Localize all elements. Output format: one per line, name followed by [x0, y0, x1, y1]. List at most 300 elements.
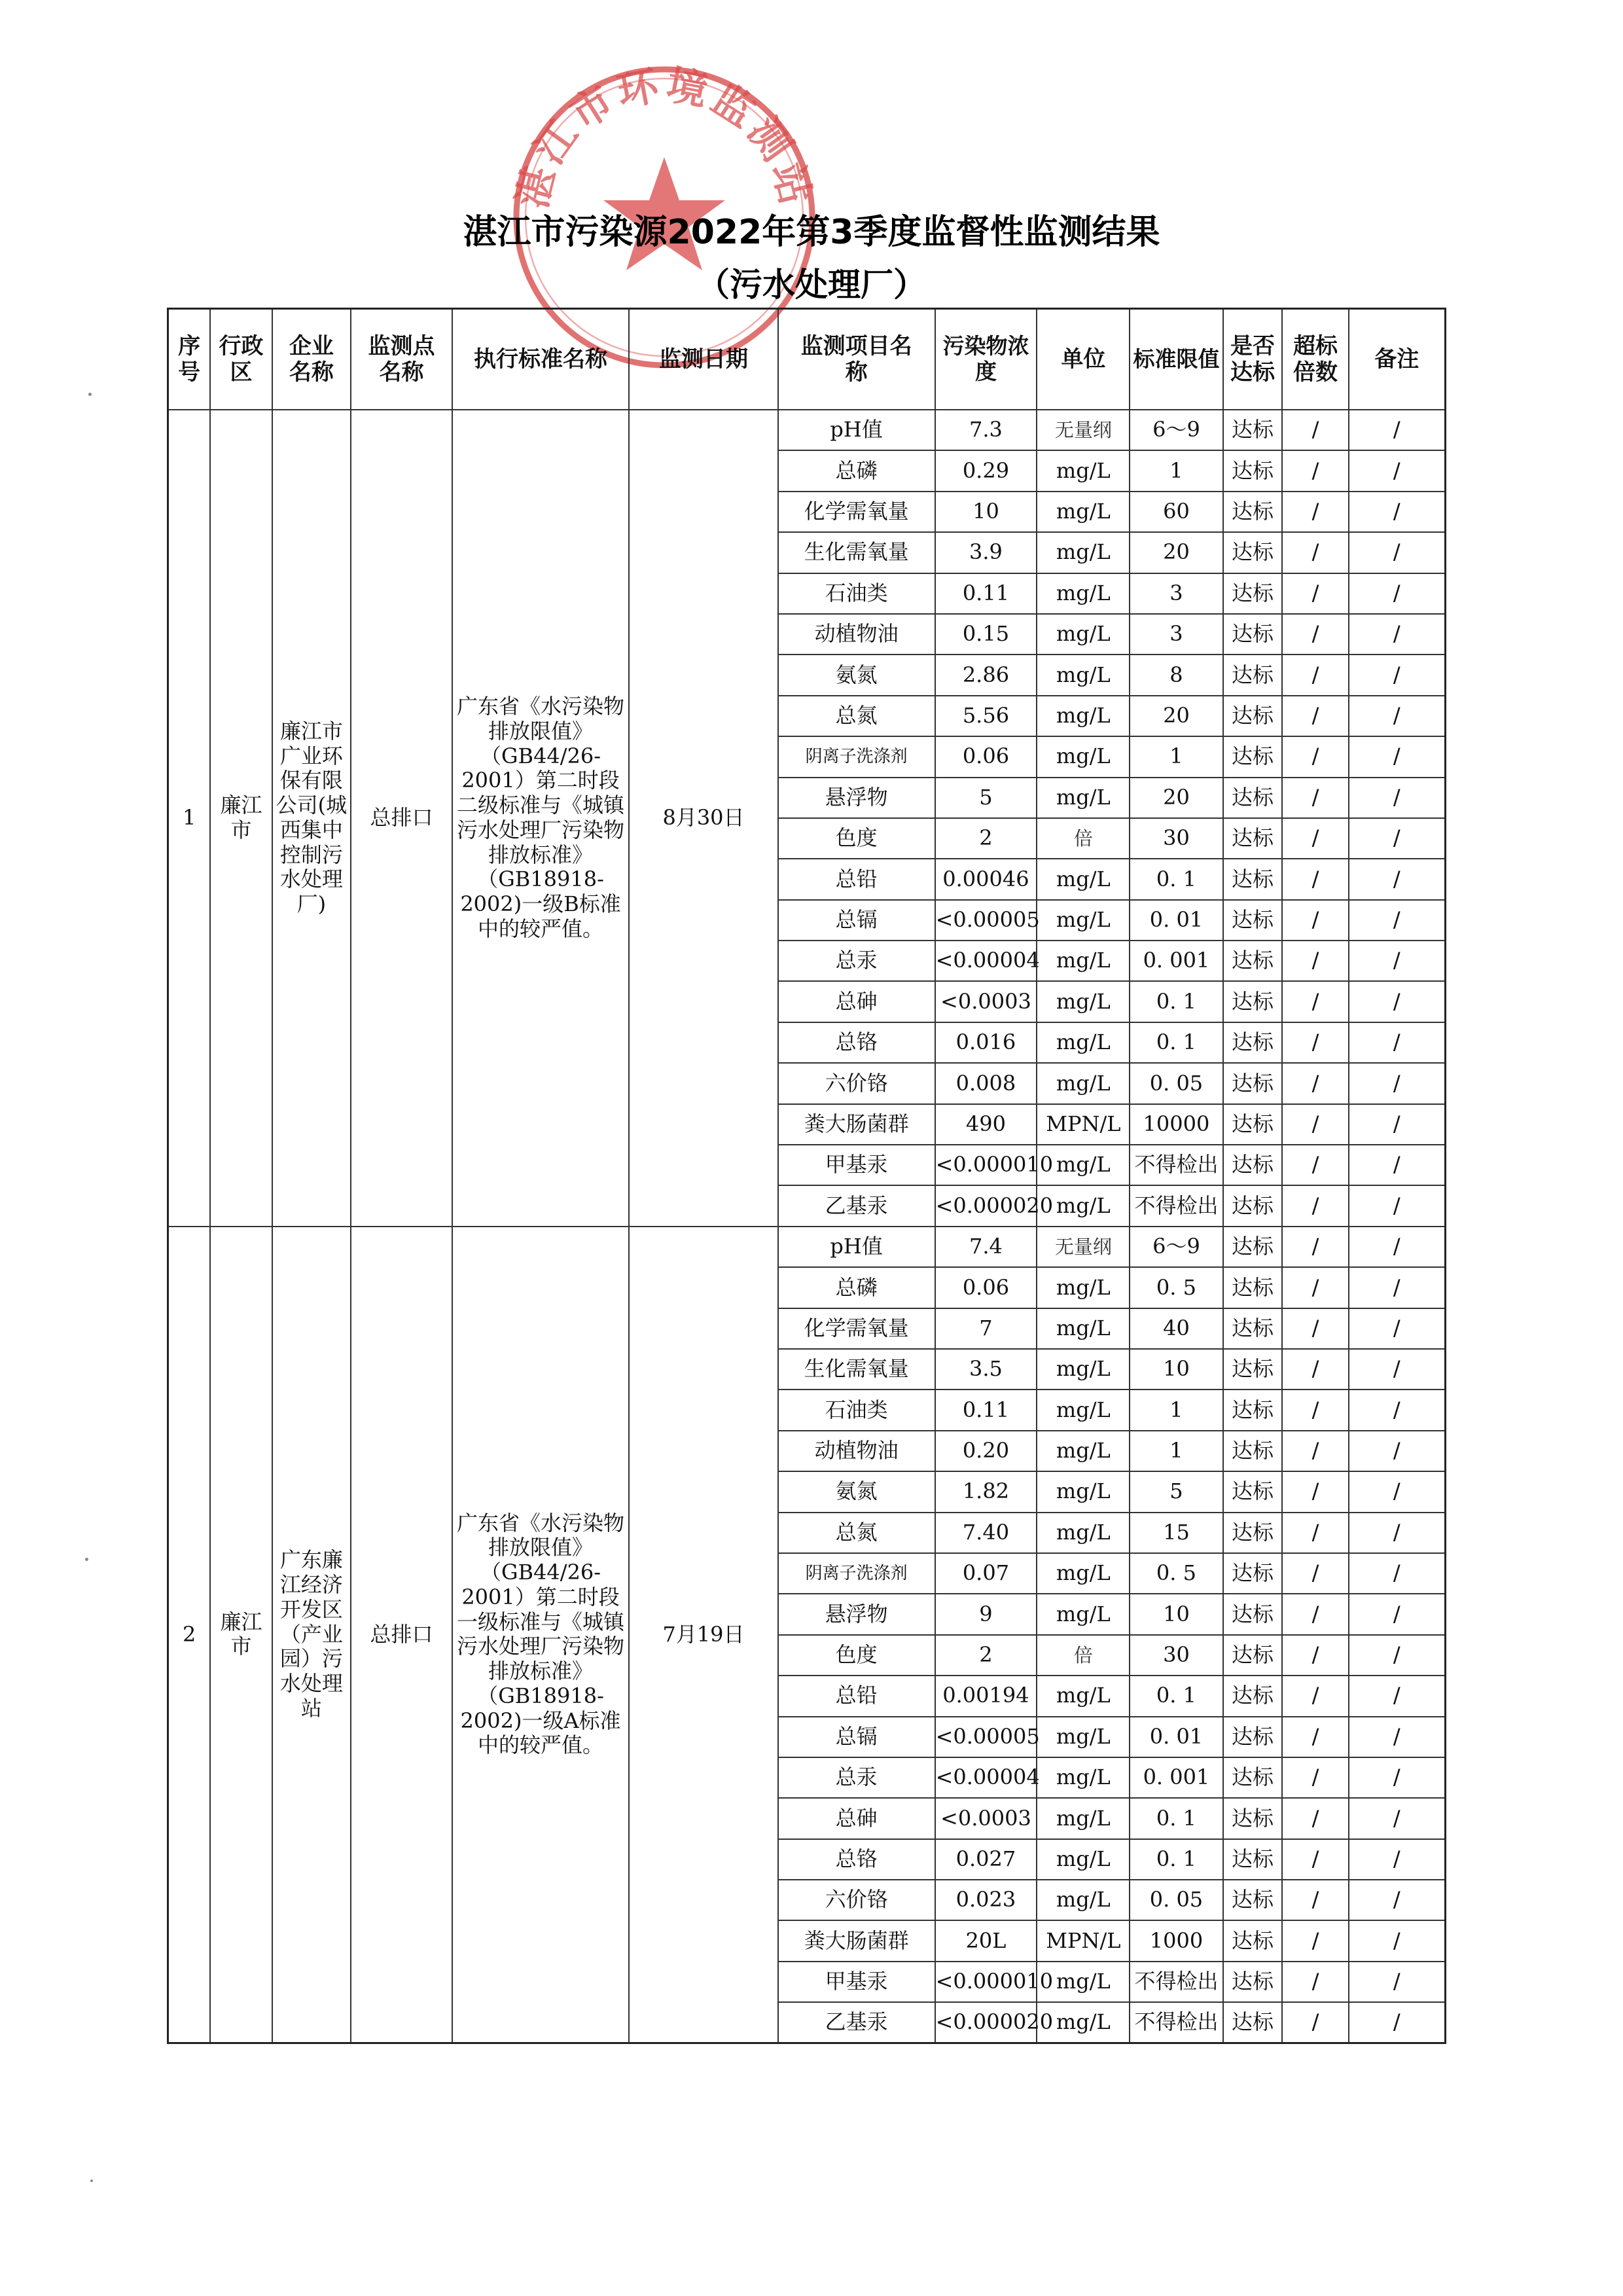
note-value: / [1349, 532, 1446, 573]
concentration-value: 0.20 [935, 1431, 1037, 1471]
standard-limit: 0. 1 [1130, 1798, 1222, 1839]
exceed-multiple: / [1282, 1185, 1348, 1226]
exceed-multiple: / [1282, 941, 1348, 981]
monitoring-point-cell: 总排口 [351, 1227, 452, 2043]
concentration-value: 2.86 [935, 655, 1037, 695]
header-company: 企业名称 [272, 309, 351, 410]
standard-limit: 不得检出 [1130, 1962, 1222, 2002]
unit-value: mg/L [1037, 736, 1130, 777]
compliance-status: 达标 [1223, 1308, 1283, 1349]
compliance-status: 达标 [1223, 1267, 1283, 1308]
header-unit: 单位 [1037, 309, 1130, 410]
unit-value: 倍 [1037, 818, 1130, 859]
standard-cell: 广东省《水污染物排放限值》（GB44/26-2001）第二时段一级标准与《城镇污水处理厂污染物排放标准》（GB18918-2002)一级A标准中的较严值。 [452, 1227, 630, 2043]
exceed-multiple: / [1282, 1471, 1348, 1512]
compliance-status: 达标 [1223, 981, 1283, 1022]
exceed-multiple: / [1282, 900, 1348, 941]
compliance-status: 达标 [1223, 1594, 1283, 1634]
note-value: / [1349, 2002, 1446, 2043]
unit-value: mg/L [1037, 941, 1130, 981]
scan-speck [90, 2179, 93, 2182]
monitoring-point-cell: 总排口 [351, 410, 452, 1227]
compliance-status: 达标 [1223, 1880, 1283, 1920]
concentration-value: 0.016 [935, 1022, 1037, 1063]
compliance-status: 达标 [1223, 1431, 1283, 1471]
concentration-value: <0.000020 [935, 1185, 1037, 1226]
note-value: / [1349, 696, 1446, 736]
note-value: / [1349, 1145, 1446, 1185]
standard-limit: 0. 001 [1130, 941, 1222, 981]
compliance-status: 达标 [1223, 614, 1283, 655]
note-value: / [1349, 1104, 1446, 1145]
concentration-value: <0.00005 [935, 900, 1037, 941]
concentration-value: 3.5 [935, 1349, 1037, 1390]
unit-value: mg/L [1037, 696, 1130, 736]
standard-limit: 3 [1130, 614, 1222, 655]
monitoring-item: 总铅 [778, 1676, 935, 1716]
monitoring-item: 动植物油 [778, 614, 935, 655]
exceed-multiple: / [1282, 1839, 1348, 1880]
concentration-value: 3.9 [935, 532, 1037, 573]
note-value: / [1349, 1839, 1446, 1880]
concentration-value: 0.29 [935, 450, 1037, 491]
monitoring-item: 氨氮 [778, 1471, 935, 1512]
compliance-status: 达标 [1223, 1471, 1283, 1512]
note-value: / [1349, 1431, 1446, 1471]
monitoring-item: 总镉 [778, 900, 935, 941]
unit-value: mg/L [1037, 1267, 1130, 1308]
standard-limit: 不得检出 [1130, 2002, 1222, 2043]
note-value: / [1349, 1676, 1446, 1716]
exceed-multiple: / [1282, 573, 1348, 614]
concentration-value: 0.06 [935, 1267, 1037, 1308]
monitoring-item: 总汞 [778, 1757, 935, 1798]
standard-limit: 15 [1130, 1513, 1222, 1553]
compliance-status: 达标 [1223, 1185, 1283, 1226]
concentration-value: <0.000010 [935, 1962, 1037, 2002]
monitoring-item: 总铅 [778, 859, 935, 899]
note-value: / [1349, 1880, 1446, 1920]
compliance-status: 达标 [1223, 1839, 1283, 1880]
unit-value: mg/L [1037, 900, 1130, 941]
exceed-multiple: / [1282, 1104, 1348, 1145]
concentration-value: <0.000010 [935, 1145, 1037, 1185]
seal-text: 湛江市环境监测站 [507, 60, 821, 213]
compliance-status: 达标 [1223, 1553, 1283, 1594]
monitoring-item: 总砷 [778, 1798, 935, 1839]
compliance-status: 达标 [1223, 532, 1283, 573]
exceed-multiple: / [1282, 696, 1348, 736]
unit-value: mg/L [1037, 1145, 1130, 1185]
unit-value: mg/L [1037, 1063, 1130, 1103]
exceed-multiple: / [1282, 532, 1348, 573]
standard-limit: 20 [1130, 696, 1222, 736]
unit-value: mg/L [1037, 1390, 1130, 1430]
concentration-value: <0.000020 [935, 2002, 1037, 2043]
compliance-status: 达标 [1223, 778, 1283, 818]
standard-limit: 0. 5 [1130, 1267, 1222, 1308]
monitoring-item: pH值 [778, 1227, 935, 1267]
concentration-value: 7.4 [935, 1227, 1037, 1267]
standard-limit: 0. 1 [1130, 981, 1222, 1022]
header-seq: 序号 [168, 309, 211, 410]
note-value: / [1349, 1553, 1446, 1594]
exceed-multiple: / [1282, 1063, 1348, 1103]
monitoring-item: 总铬 [778, 1022, 935, 1063]
monitoring-item: 悬浮物 [778, 778, 935, 818]
note-value: / [1349, 614, 1446, 655]
monitoring-date-cell: 7月19日 [629, 1227, 777, 2043]
monitoring-date-cell: 8月30日 [629, 410, 777, 1227]
compliance-status: 达标 [1223, 1717, 1283, 1757]
monitoring-item: 氨氮 [778, 655, 935, 695]
monitoring-item: 六价铬 [778, 1063, 935, 1103]
district-cell: 廉江市 [210, 410, 272, 1227]
note-value: / [1349, 410, 1446, 450]
exceed-multiple: / [1282, 1267, 1348, 1308]
exceed-multiple: / [1282, 614, 1348, 655]
concentration-value: <0.00004 [935, 941, 1037, 981]
company-cell: 廉江市广业环保有限公司(城西集中控制污水处理厂) [272, 410, 351, 1227]
compliance-status: 达标 [1223, 1227, 1283, 1267]
monitoring-item: 粪大肠菌群 [778, 1920, 935, 1961]
note-value: / [1349, 1308, 1446, 1349]
compliance-status: 达标 [1223, 655, 1283, 695]
exceed-multiple: / [1282, 981, 1348, 1022]
monitoring-item: 阴离子洗涤剂 [778, 1553, 935, 1594]
unit-value: mg/L [1037, 1717, 1130, 1757]
seq-cell: 1 [168, 410, 211, 1227]
monitoring-item: 粪大肠菌群 [778, 1104, 935, 1145]
compliance-status: 达标 [1223, 2002, 1283, 2043]
exceed-multiple: / [1282, 410, 1348, 450]
header-point: 监测点名称 [351, 309, 452, 410]
table-body [168, 410, 1446, 2043]
monitoring-item: 总镉 [778, 1717, 935, 1757]
note-value: / [1349, 1920, 1446, 1961]
standard-limit: 1 [1130, 450, 1222, 491]
standard-limit: 不得检出 [1130, 1185, 1222, 1226]
concentration-value: <0.0003 [935, 981, 1037, 1022]
compliance-status: 达标 [1223, 573, 1283, 614]
unit-value: MPN/L [1037, 1920, 1130, 1961]
scan-speck [88, 393, 92, 396]
concentration-value: <0.00005 [935, 1717, 1037, 1757]
concentration-value: <0.00004 [935, 1757, 1037, 1798]
standard-limit: 0. 05 [1130, 1063, 1222, 1103]
note-value: / [1349, 1185, 1446, 1226]
concentration-value: <0.0003 [935, 1798, 1037, 1839]
unit-value: mg/L [1037, 1513, 1130, 1553]
unit-value: mg/L [1037, 1962, 1130, 2002]
exceed-multiple: / [1282, 655, 1348, 695]
concentration-value: 10 [935, 492, 1037, 532]
note-value: / [1349, 1798, 1446, 1839]
note-value: / [1349, 981, 1446, 1022]
compliance-status: 达标 [1223, 1145, 1283, 1185]
exceed-multiple: / [1282, 450, 1348, 491]
exceed-multiple: / [1282, 2002, 1348, 2043]
standard-limit: 5 [1130, 1471, 1222, 1512]
standard-limit: 6～9 [1130, 1227, 1222, 1267]
concentration-value: 2 [935, 1635, 1037, 1676]
company-cell: 广东廉江经济开发区（产业园）污水处理站 [272, 1227, 351, 2043]
exceed-multiple: / [1282, 1431, 1348, 1471]
standard-limit: 0. 01 [1130, 1717, 1222, 1757]
note-value: / [1349, 1227, 1446, 1267]
note-value: / [1349, 1717, 1446, 1757]
unit-value: 倍 [1037, 1635, 1130, 1676]
monitoring-item: 动植物油 [778, 1431, 935, 1471]
compliance-status: 达标 [1223, 1349, 1283, 1390]
exceed-multiple: / [1282, 1635, 1348, 1676]
note-value: / [1349, 1757, 1446, 1798]
exceed-multiple: / [1282, 1145, 1348, 1185]
unit-value: mg/L [1037, 981, 1130, 1022]
standard-limit: 0. 01 [1130, 900, 1222, 941]
compliance-status: 达标 [1223, 818, 1283, 859]
exceed-multiple: / [1282, 1880, 1348, 1920]
monitoring-item: 六价铬 [778, 1880, 935, 1920]
standard-limit: 10 [1130, 1594, 1222, 1634]
monitoring-item: 乙基汞 [778, 2002, 935, 2043]
note-value: / [1349, 492, 1446, 532]
note-value: / [1349, 900, 1446, 941]
header-pass: 是否达标 [1223, 309, 1283, 410]
standard-limit: 30 [1130, 1635, 1222, 1676]
concentration-value: 7.3 [935, 410, 1037, 450]
unit-value: mg/L [1037, 2002, 1130, 2043]
monitoring-item: pH值 [778, 410, 935, 450]
concentration-value: 0.15 [935, 614, 1037, 655]
header-item: 监测项目名称 [778, 309, 935, 410]
note-value: / [1349, 1962, 1446, 2002]
compliance-status: 达标 [1223, 1635, 1283, 1676]
note-value: / [1349, 1513, 1446, 1553]
compliance-status: 达标 [1223, 1104, 1283, 1145]
concentration-value: 20L [935, 1920, 1037, 1961]
note-value: / [1349, 818, 1446, 859]
monitoring-item: 总砷 [778, 981, 935, 1022]
concentration-value: 5 [935, 778, 1037, 818]
exceed-multiple: / [1282, 1553, 1348, 1594]
concentration-value: 0.008 [935, 1063, 1037, 1103]
compliance-status: 达标 [1223, 450, 1283, 491]
exceed-multiple: / [1282, 736, 1348, 777]
standard-limit: 1 [1130, 736, 1222, 777]
note-value: / [1349, 1471, 1446, 1512]
standard-limit: 6～9 [1130, 410, 1222, 450]
unit-value: mg/L [1037, 1839, 1130, 1880]
standard-limit: 0. 5 [1130, 1553, 1222, 1594]
unit-value: mg/L [1037, 1308, 1130, 1349]
standard-limit: 40 [1130, 1308, 1222, 1349]
note-value: / [1349, 859, 1446, 899]
unit-value: mg/L [1037, 532, 1130, 573]
compliance-status: 达标 [1223, 1962, 1283, 2002]
compliance-status: 达标 [1223, 410, 1283, 450]
compliance-status: 达标 [1223, 859, 1283, 899]
monitoring-item: 总铬 [778, 1839, 935, 1880]
unit-value: mg/L [1037, 655, 1130, 695]
standard-limit: 10000 [1130, 1104, 1222, 1145]
concentration-value: 9 [935, 1594, 1037, 1634]
unit-value: MPN/L [1037, 1104, 1130, 1145]
document-subtitle: （污水处理厂） [697, 266, 926, 304]
exceed-multiple: / [1282, 818, 1348, 859]
note-value: / [1349, 450, 1446, 491]
standard-limit: 20 [1130, 532, 1222, 573]
monitoring-item: 甲基汞 [778, 1962, 935, 2002]
standard-limit: 10 [1130, 1349, 1222, 1390]
unit-value: mg/L [1037, 1185, 1130, 1226]
standard-limit: 8 [1130, 655, 1222, 695]
compliance-status: 达标 [1223, 1022, 1283, 1063]
exceed-multiple: / [1282, 1717, 1348, 1757]
monitoring-item: 石油类 [778, 1390, 935, 1430]
exceed-multiple: / [1282, 1308, 1348, 1349]
note-value: / [1349, 1063, 1446, 1103]
note-value: / [1349, 655, 1446, 695]
note-value: / [1349, 573, 1446, 614]
exceed-multiple: / [1282, 1962, 1348, 2002]
note-value: / [1349, 778, 1446, 818]
exceed-multiple: / [1282, 1757, 1348, 1798]
monitoring-item: 石油类 [778, 573, 935, 614]
standard-limit: 不得检出 [1130, 1145, 1222, 1185]
table-row [168, 410, 1446, 450]
standard-limit: 20 [1130, 778, 1222, 818]
note-value: / [1349, 1267, 1446, 1308]
header-district: 行政区 [210, 309, 272, 410]
concentration-value: 0.00194 [935, 1676, 1037, 1716]
monitoring-item: 总氮 [778, 1513, 935, 1553]
standard-limit: 3 [1130, 573, 1222, 614]
compliance-status: 达标 [1223, 736, 1283, 777]
note-value: / [1349, 1390, 1446, 1430]
monitoring-item: 悬浮物 [778, 1594, 935, 1634]
header-note: 备注 [1349, 309, 1446, 410]
unit-value: mg/L [1037, 1431, 1130, 1471]
compliance-status: 达标 [1223, 1920, 1283, 1961]
header-row [168, 309, 1446, 410]
standard-limit: 0. 001 [1130, 1757, 1222, 1798]
unit-value: mg/L [1037, 1757, 1130, 1798]
unit-value: mg/L [1037, 859, 1130, 899]
concentration-value: 0.11 [935, 1390, 1037, 1430]
monitoring-item: 化学需氧量 [778, 492, 935, 532]
standard-cell: 广东省《水污染物排放限值》（GB44/26-2001）第二时段二级标准与《城镇污水处理厂污染物排放标准》（GB18918-2002)一级B标准中的较严值。 [452, 410, 630, 1227]
unit-value: mg/L [1037, 614, 1130, 655]
monitoring-item: 总磷 [778, 1267, 935, 1308]
monitoring-item: 甲基汞 [778, 1145, 935, 1185]
unit-value: mg/L [1037, 1471, 1130, 1512]
monitoring-item: 化学需氧量 [778, 1308, 935, 1349]
standard-limit: 0. 1 [1130, 1676, 1222, 1716]
monitoring-item: 阴离子洗涤剂 [778, 736, 935, 777]
compliance-status: 达标 [1223, 941, 1283, 981]
exceed-multiple: / [1282, 1227, 1348, 1267]
header-conc: 污染物浓度 [935, 309, 1037, 410]
monitoring-item: 总磷 [778, 450, 935, 491]
seq-cell: 2 [168, 1227, 211, 2043]
standard-limit: 60 [1130, 492, 1222, 532]
note-value: / [1349, 1022, 1446, 1063]
unit-value: mg/L [1037, 778, 1130, 818]
exceed-multiple: / [1282, 492, 1348, 532]
concentration-value: 0.00046 [935, 859, 1037, 899]
concentration-value: 7.40 [935, 1513, 1037, 1553]
exceed-multiple: / [1282, 1022, 1348, 1063]
unit-value: mg/L [1037, 1798, 1130, 1839]
header-exceed: 超标倍数 [1282, 309, 1348, 410]
unit-value: mg/L [1037, 1594, 1130, 1634]
unit-value: mg/L [1037, 1676, 1130, 1716]
exceed-multiple: / [1282, 1390, 1348, 1430]
monitoring-results-table [167, 308, 1446, 2044]
concentration-value: 0.11 [935, 573, 1037, 614]
note-value: / [1349, 1349, 1446, 1390]
standard-limit: 30 [1130, 818, 1222, 859]
compliance-status: 达标 [1223, 1676, 1283, 1716]
unit-value: 无量纲 [1037, 410, 1130, 450]
monitoring-item: 生化需氧量 [778, 532, 935, 573]
header-standard: 执行标准名称 [452, 309, 630, 410]
compliance-status: 达标 [1223, 1513, 1283, 1553]
header-limit: 标准限值 [1130, 309, 1222, 410]
unit-value: mg/L [1037, 573, 1130, 614]
standard-limit: 0. 1 [1130, 1839, 1222, 1880]
standard-limit: 0. 05 [1130, 1880, 1222, 1920]
table-row [168, 1227, 1446, 1267]
district-cell: 廉江市 [210, 1227, 272, 2043]
unit-value: mg/L [1037, 1553, 1130, 1594]
exceed-multiple: / [1282, 1513, 1348, 1553]
compliance-status: 达标 [1223, 1063, 1283, 1103]
unit-value: mg/L [1037, 450, 1130, 491]
compliance-status: 达标 [1223, 696, 1283, 736]
unit-value: mg/L [1037, 1022, 1130, 1063]
exceed-multiple: / [1282, 1676, 1348, 1716]
concentration-value: 2 [935, 818, 1037, 859]
concentration-value: 490 [935, 1104, 1037, 1145]
unit-value: mg/L [1037, 1880, 1130, 1920]
note-value: / [1349, 736, 1446, 777]
standard-limit: 1000 [1130, 1920, 1222, 1961]
concentration-value: 1.82 [935, 1471, 1037, 1512]
exceed-multiple: / [1282, 1920, 1348, 1961]
note-value: / [1349, 941, 1446, 981]
compliance-status: 达标 [1223, 1390, 1283, 1430]
exceed-multiple: / [1282, 859, 1348, 899]
concentration-value: 5.56 [935, 696, 1037, 736]
compliance-status: 达标 [1223, 1798, 1283, 1839]
monitoring-item: 生化需氧量 [778, 1349, 935, 1390]
compliance-status: 达标 [1223, 1757, 1283, 1798]
compliance-status: 达标 [1223, 900, 1283, 941]
unit-value: 无量纲 [1037, 1227, 1130, 1267]
exceed-multiple: / [1282, 1798, 1348, 1839]
standard-limit: 1 [1130, 1390, 1222, 1430]
concentration-value: 0.07 [935, 1553, 1037, 1594]
concentration-value: 0.06 [935, 736, 1037, 777]
note-value: / [1349, 1635, 1446, 1676]
concentration-value: 0.027 [935, 1839, 1037, 1880]
monitoring-item: 乙基汞 [778, 1185, 935, 1226]
document-title: 湛江市污染源2022年第3季度监督性监测结果 [463, 213, 1160, 252]
concentration-value: 7 [935, 1308, 1037, 1349]
standard-limit: 0. 1 [1130, 1022, 1222, 1063]
